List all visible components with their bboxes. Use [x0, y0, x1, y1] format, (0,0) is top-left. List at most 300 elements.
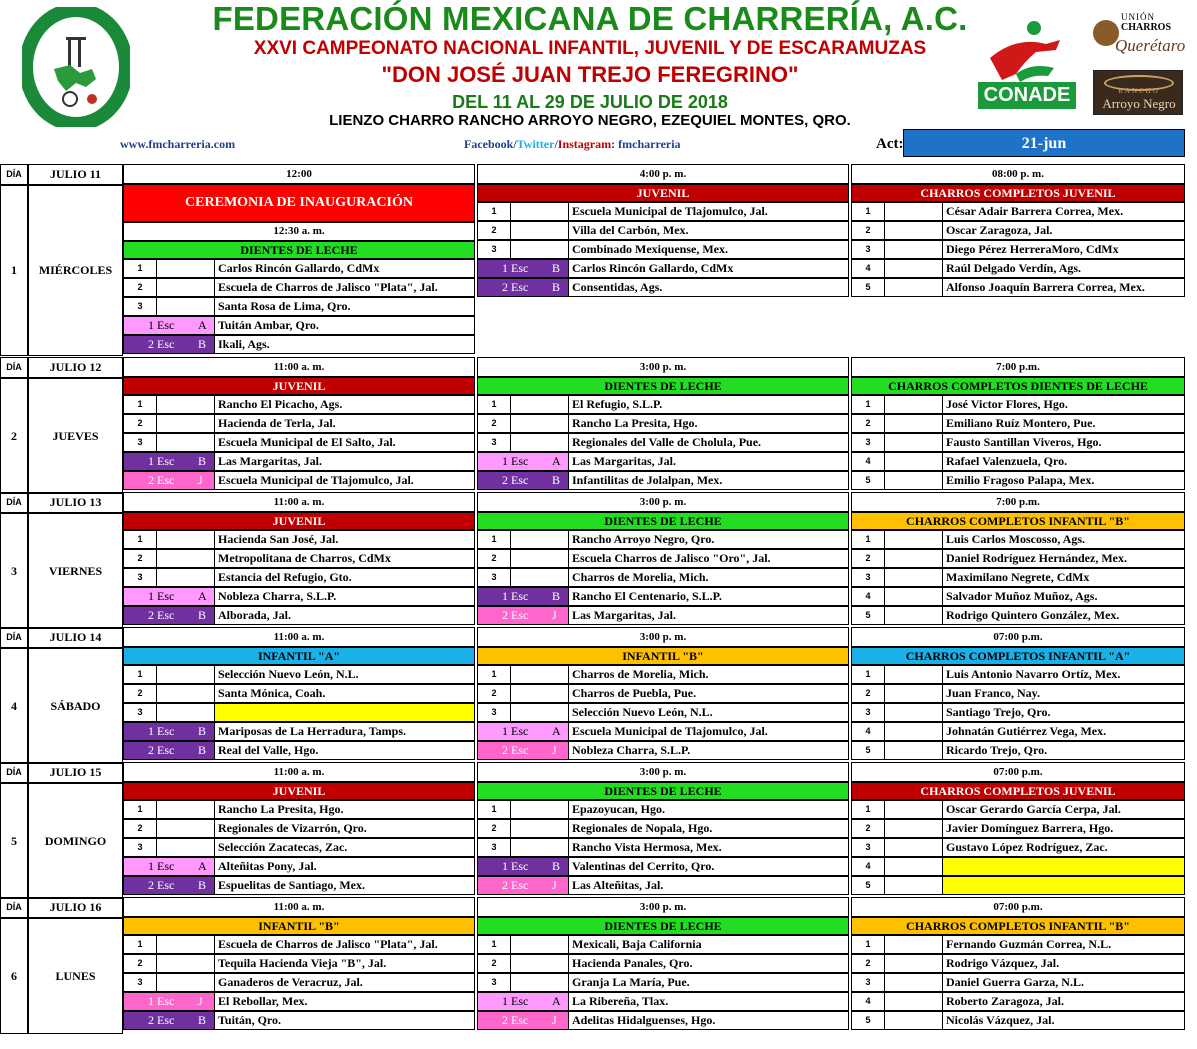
dia-label: DÍA: [0, 357, 28, 378]
union-text: UNIÓN: [1121, 12, 1155, 22]
team-name: Tequila Hacienda Vieja "B", Jal.: [215, 954, 475, 973]
team-number: 3: [123, 297, 157, 316]
session-time: 12:00: [123, 164, 475, 184]
team-number: 2: [123, 414, 157, 433]
team-blank: [157, 954, 215, 973]
escaramuza-row: [123, 316, 475, 335]
team-name: Johnatán Gutiérrez Vega, Mex.: [943, 722, 1185, 741]
team-blank: [885, 568, 943, 587]
team-name: Oscar Gerardo García Cerpa, Jal.: [943, 800, 1185, 819]
team-name: César Adair Barrera Correa, Mex.: [943, 202, 1185, 221]
championship-subtitle: XXVI CAMPEONATO NACIONAL INFANTIL, JUVENIL Y DE ESCARAMUZAS: [253, 38, 927, 59]
dia-label: DÍA: [0, 627, 28, 648]
team-blank: [885, 202, 943, 221]
team-row: [123, 297, 475, 316]
escaramuza-slot: [477, 1011, 569, 1030]
escaramuza-label: 2 Esc: [148, 337, 175, 351]
team-row: [123, 684, 475, 703]
team-name: Selección Nuevo León, N.L.: [569, 703, 849, 722]
team-name: [943, 876, 1185, 895]
team-row: [851, 954, 1185, 973]
escaramuza-label: 1 Esc: [502, 859, 529, 873]
team-row: [123, 395, 475, 414]
escaramuza-group: J: [198, 473, 203, 487]
team-blank: [157, 278, 215, 297]
team-row: [123, 703, 475, 722]
team-blank: [511, 568, 569, 587]
team-blank: [885, 452, 943, 471]
team-blank: [157, 297, 215, 316]
day-weekday: LUNES: [28, 918, 123, 1034]
session-time: 07:00 p.m.: [851, 897, 1185, 917]
team-number: 1: [123, 395, 157, 414]
team-number: 3: [477, 240, 511, 259]
team-row: [477, 530, 849, 549]
escaramuza-row: [123, 335, 475, 354]
team-blank: [885, 722, 943, 741]
escaramuza-name: Alteñitas Pony, Jal.: [215, 857, 475, 876]
team-number: 1: [123, 935, 157, 954]
session-time: 07:00 p.m.: [851, 627, 1185, 647]
team-name: José Victor Flores, Hgo.: [943, 395, 1185, 414]
team-name: Rodrigo Vázquez, Jal.: [943, 954, 1185, 973]
team-blank: [157, 935, 215, 954]
escaramuza-label: 2 Esc: [148, 608, 175, 622]
escaramuza-row: [477, 587, 849, 606]
escaramuza-group: A: [198, 589, 207, 603]
escaramuza-name: Nobleza Charra, S.L.P.: [569, 741, 849, 760]
team-name: Escuela de Charros de Jalisco "Plata", Jal.: [215, 278, 475, 297]
inauguration-ceremony: CEREMONIA DE INAUGURACIÓN: [123, 184, 475, 222]
team-blank: [157, 568, 215, 587]
team-row: [851, 278, 1185, 297]
escaramuza-slot: [123, 992, 215, 1011]
team-number: 3: [477, 838, 511, 857]
escaramuza-label: 1 Esc: [148, 724, 175, 738]
escaramuza-name: Valentinas del Cerrito, Qro.: [569, 857, 849, 876]
team-number: 3: [477, 433, 511, 452]
day-weekday: DOMINGO: [28, 783, 123, 899]
team-number: 4: [851, 857, 885, 876]
team-blank: [885, 433, 943, 452]
team-name: [943, 857, 1185, 876]
team-blank: [511, 549, 569, 568]
team-number: 3: [123, 973, 157, 992]
category-header: INFANTIL "A": [123, 647, 475, 665]
escaramuza-label: 2 Esc: [502, 608, 529, 622]
day-date: JULIO 12: [28, 357, 123, 378]
escaramuza-name: Las Alteñitas, Jal.: [569, 876, 849, 895]
escaramuza-label: 1 Esc: [502, 724, 529, 738]
session-time: 12:30 a. m.: [123, 222, 475, 241]
escaramuza-name: Consentidas, Ags.: [569, 278, 849, 297]
team-number: 1: [123, 530, 157, 549]
team-name: Luis Antonio Navarro Ortíz, Mex.: [943, 665, 1185, 684]
team-number: 1: [123, 259, 157, 278]
team-name: Charros de Morelia, Mich.: [569, 665, 849, 684]
team-name: Rancho Arroyo Negro, Qro.: [569, 530, 849, 549]
team-blank: [157, 665, 215, 684]
dia-label: DÍA: [0, 762, 28, 783]
team-number: 5: [851, 278, 885, 297]
escaramuza-label: 2 Esc: [502, 280, 529, 294]
escaramuza-label: 1 Esc: [148, 859, 175, 873]
team-blank: [157, 819, 215, 838]
team-name: Hacienda San José, Jal.: [215, 530, 475, 549]
escaramuza-label: 2 Esc: [502, 743, 529, 757]
escaramuza-slot: [123, 471, 215, 490]
facebook-link[interactable]: Facebook: [464, 137, 514, 151]
team-blank: [511, 684, 569, 703]
team-name: Escuela de Charros de Jalisco "Plata", Jal.: [215, 935, 475, 954]
team-row: [477, 568, 849, 587]
team-number: 1: [123, 665, 157, 684]
category-header: DIENTES DE LECHE: [477, 917, 849, 935]
twitter-link[interactable]: Twitter: [516, 137, 555, 151]
team-row: [851, 549, 1185, 568]
escaramuza-name: Tuitán Ambar, Qro.: [215, 316, 475, 335]
escaramuza-label: 1 Esc: [148, 589, 175, 603]
escaramuza-slot: [123, 722, 215, 741]
team-blank: [885, 549, 943, 568]
escaramuza-row: [477, 278, 849, 297]
team-blank: [157, 433, 215, 452]
team-blank: [511, 221, 569, 240]
dia-label: DÍA: [0, 164, 28, 185]
escaramuza-group: B: [198, 337, 207, 351]
social-links[interactable]: [464, 137, 681, 152]
team-blank: [511, 954, 569, 973]
team-number: 2: [123, 549, 157, 568]
team-number: 1: [123, 800, 157, 819]
escaramuza-label: 2 Esc: [502, 473, 529, 487]
day-weekday: VIERNES: [28, 513, 123, 629]
escaramuza-group: B: [552, 859, 561, 873]
day-number: 5: [0, 783, 28, 899]
category-header: CHARROS COMPLETOS INFANTIL "B": [851, 917, 1185, 935]
team-blank: [885, 935, 943, 954]
escaramuza-name: Adelitas Hidalguenses, Hgo.: [569, 1011, 849, 1030]
escaramuza-group: A: [552, 724, 561, 738]
team-number: 1: [851, 395, 885, 414]
escaramuza-slot: [123, 1011, 215, 1030]
team-blank: [885, 800, 943, 819]
category-header: DIENTES DE LECHE: [477, 512, 849, 530]
escaramuza-group: J: [198, 994, 203, 1008]
team-row: [477, 703, 849, 722]
team-name: Estancia del Refugio, Gto.: [215, 568, 475, 587]
team-row: [123, 819, 475, 838]
escaramuza-label: 2 Esc: [148, 878, 175, 892]
team-number: 1: [477, 530, 511, 549]
team-number: 3: [851, 838, 885, 857]
day-number: 6: [0, 918, 28, 1034]
team-blank: [885, 703, 943, 722]
escaramuza-row: [123, 606, 475, 625]
team-row: [851, 433, 1185, 452]
escaramuza-group: A: [552, 454, 561, 468]
team-row: [851, 530, 1185, 549]
website-link[interactable]: www.fmcharreria.com: [120, 137, 236, 151]
team-row: [123, 259, 475, 278]
team-number: 3: [123, 568, 157, 587]
escaramuza-group: B: [552, 589, 561, 603]
escaramuza-slot: [123, 335, 215, 354]
team-name: Ganaderos de Veracruz, Jal.: [215, 973, 475, 992]
team-number: 5: [851, 1011, 885, 1030]
escaramuza-group: J: [552, 743, 557, 757]
team-row: [851, 800, 1185, 819]
session-time: 3:00 p. m.: [477, 762, 849, 782]
team-blank: [885, 221, 943, 240]
day-weekday: MIÉRCOLES: [28, 185, 123, 356]
escaramuza-group: B: [198, 608, 207, 622]
team-name: Mexicali, Baja California: [569, 935, 849, 954]
escaramuza-row: [477, 606, 849, 625]
team-blank: [885, 857, 943, 876]
escaramuza-name: Alborada, Jal.: [215, 606, 475, 625]
day-date: JULIO 16: [28, 897, 123, 918]
rancho-text: RANCHO: [1118, 87, 1160, 95]
team-row: [123, 549, 475, 568]
team-name: Ricardo Trejo, Qro.: [943, 741, 1185, 760]
day-date: JULIO 15: [28, 762, 123, 783]
team-blank: [511, 800, 569, 819]
venue: LIENZO CHARRO RANCHO ARROYO NEGRO, EZEQUIEL MONTES, QRO.: [329, 112, 851, 129]
escaramuza-row: [123, 722, 475, 741]
team-number: 1: [477, 665, 511, 684]
team-name: Regionales del Valle de Cholula, Pue.: [569, 433, 849, 452]
fmc-logo: [22, 7, 130, 127]
instagram-link[interactable]: Instagram: [557, 137, 612, 151]
charros-text: CHARROS: [1121, 22, 1172, 33]
team-blank: [511, 838, 569, 857]
team-row: [851, 395, 1185, 414]
team-blank: [157, 414, 215, 433]
team-name: Rancho La Presita, Hgo.: [569, 414, 849, 433]
team-name: Santiago Trejo, Qro.: [943, 703, 1185, 722]
team-number: 1: [851, 800, 885, 819]
team-row: [851, 202, 1185, 221]
escaramuza-row: [123, 857, 475, 876]
escaramuza-label: 2 Esc: [502, 1013, 529, 1027]
session-time: 11:00 a. m.: [123, 357, 475, 377]
day-date: JULIO 11: [28, 164, 123, 185]
team-row: [851, 703, 1185, 722]
team-blank: [885, 587, 943, 606]
team-name: Roberto Zaragoza, Jal.: [943, 992, 1185, 1011]
session-time: 7:00 p.m.: [851, 357, 1185, 377]
category-header: JUVENIL: [123, 782, 475, 800]
team-number: 2: [477, 684, 511, 703]
team-blank: [885, 414, 943, 433]
session-time: 3:00 p. m.: [477, 357, 849, 377]
team-name: Escuela Municipal de El Salto, Jal.: [215, 433, 475, 452]
team-name: Rancho El Picacho, Ags.: [215, 395, 475, 414]
team-row: [477, 954, 849, 973]
escaramuza-group: B: [552, 261, 561, 275]
category-header: INFANTIL "B": [123, 917, 475, 935]
team-row: [851, 606, 1185, 625]
escaramuza-group: B: [198, 1013, 207, 1027]
session-time: 3:00 p. m.: [477, 492, 849, 512]
day-number: 3: [0, 513, 28, 629]
act-date-box: 21-jun: [903, 129, 1185, 157]
team-number: 2: [851, 549, 885, 568]
team-name: Regionales de Vizarrón, Qro.: [215, 819, 475, 838]
day-weekday: SÁBADO: [28, 648, 123, 764]
escaramuza-slot: [477, 722, 569, 741]
escaramuza-name: Escuela Municipal de Tlajomulco, Jal.: [569, 722, 849, 741]
escaramuza-row: [123, 452, 475, 471]
escaramuza-row: [477, 471, 849, 490]
team-row: [123, 530, 475, 549]
team-blank: [885, 259, 943, 278]
escaramuza-slot: [477, 587, 569, 606]
team-name: Selección Nuevo León, N.L.: [215, 665, 475, 684]
team-blank: [885, 278, 943, 297]
team-row: [123, 665, 475, 684]
escaramuza-slot: [477, 876, 569, 895]
escaramuza-group: B: [198, 454, 207, 468]
team-name: Alfonso Joaquín Barrera Correa, Mex.: [943, 278, 1185, 297]
team-number: 4: [851, 722, 885, 741]
team-blank: [885, 992, 943, 1011]
team-blank: [885, 395, 943, 414]
team-row: [851, 240, 1185, 259]
escaramuza-slot: [123, 587, 215, 606]
escaramuza-name: Infantilitas de Jolalpan, Mex.: [569, 471, 849, 490]
session-time: 11:00 a. m.: [123, 627, 475, 647]
escaramuza-group: B: [552, 280, 561, 294]
team-number: 3: [851, 973, 885, 992]
escaramuza-slot: [477, 259, 569, 278]
escaramuza-row: [477, 1011, 849, 1030]
team-row: [123, 954, 475, 973]
day-weekday: JUEVES: [28, 378, 123, 494]
team-name: Epazoyucan, Hgo.: [569, 800, 849, 819]
team-row: [477, 395, 849, 414]
dia-label: DÍA: [0, 492, 28, 513]
team-blank: [885, 1011, 943, 1030]
team-row: [477, 433, 849, 452]
team-blank: [885, 665, 943, 684]
federation-title: FEDERACIÓN MEXICANA DE CHARRERÍA, A.C.: [212, 0, 968, 37]
team-blank: [885, 240, 943, 259]
escaramuza-slot: [123, 606, 215, 625]
escaramuza-name: El Rebollar, Mex.: [215, 992, 475, 1011]
team-name: Diego Pérez HerreraMoro, CdMx: [943, 240, 1185, 259]
escaramuza-row: [477, 876, 849, 895]
team-blank: [885, 973, 943, 992]
conade-logo: [976, 18, 1078, 110]
team-row: [851, 665, 1185, 684]
team-blank: [511, 665, 569, 684]
team-blank: [885, 471, 943, 490]
team-number: 4: [851, 452, 885, 471]
team-number: 1: [851, 202, 885, 221]
team-row: [851, 259, 1185, 278]
team-number: 4: [851, 259, 885, 278]
team-name: Nicolás Vázquez, Jal.: [943, 1011, 1185, 1030]
session-time: 08:00 p. m.: [851, 164, 1185, 184]
team-number: 2: [851, 684, 885, 703]
escaramuza-group: J: [552, 608, 557, 622]
team-name: Fernando Guzmán Correa, N.L.: [943, 935, 1185, 954]
escaramuza-row: [123, 471, 475, 490]
escaramuza-label: 2 Esc: [148, 743, 175, 757]
team-row: [123, 800, 475, 819]
team-blank: [511, 202, 569, 221]
escaramuza-slot: [477, 857, 569, 876]
team-row: [851, 1011, 1185, 1030]
category-header: DIENTES DE LECHE: [477, 782, 849, 800]
escaramuza-name: Carlos Rincón Gallardo, CdMx: [569, 259, 849, 278]
team-row: [851, 992, 1185, 1011]
team-blank: [885, 530, 943, 549]
team-blank: [157, 530, 215, 549]
escaramuza-row: [123, 992, 475, 1011]
team-row: [123, 568, 475, 587]
team-name: Santa Rosa de Lima, Qro.: [215, 297, 475, 316]
team-row: [851, 741, 1185, 760]
team-name: Emiliano Ruíz Montero, Pue.: [943, 414, 1185, 433]
escaramuza-slot: [123, 741, 215, 760]
team-row: [851, 973, 1185, 992]
session-time: 11:00 a. m.: [123, 897, 475, 917]
team-number: 5: [851, 876, 885, 895]
team-blank: [885, 876, 943, 895]
escaramuza-group: A: [552, 994, 561, 1008]
team-number: 1: [477, 935, 511, 954]
team-name: Selección Zacatecas, Zac.: [215, 838, 475, 857]
escaramuza-name: Rancho El Centenario, S.L.P.: [569, 587, 849, 606]
team-row: [477, 935, 849, 954]
escaramuza-slot: [477, 741, 569, 760]
team-row: [477, 684, 849, 703]
team-row: [477, 240, 849, 259]
escaramuza-slot: [477, 992, 569, 1011]
team-row: [477, 202, 849, 221]
team-number: 4: [851, 992, 885, 1011]
team-number: 2: [851, 221, 885, 240]
team-number: 3: [477, 973, 511, 992]
session-time: 3:00 p. m.: [477, 627, 849, 647]
team-name: Carlos Rincón Gallardo, CdMx: [215, 259, 475, 278]
team-name: Daniel Rodríguez Hernández, Mex.: [943, 549, 1185, 568]
team-name: Rafael Valenzuela, Qro.: [943, 452, 1185, 471]
team-row: [477, 665, 849, 684]
escaramuza-group: B: [198, 743, 207, 757]
session-time: 4:00 p. m.: [477, 164, 849, 184]
team-number: 1: [477, 202, 511, 221]
team-row: [851, 221, 1185, 240]
escaramuza-row: [477, 741, 849, 760]
team-number: 1: [851, 935, 885, 954]
team-name: Hacienda Panales, Qro.: [569, 954, 849, 973]
team-name: Javier Domínguez Barrera, Hgo.: [943, 819, 1185, 838]
day-number: 2: [0, 378, 28, 494]
escaramuza-slot: [123, 316, 215, 335]
team-row: [851, 568, 1185, 587]
team-name: Emilio Fragoso Palapa, Mex.: [943, 471, 1185, 490]
team-row: [477, 838, 849, 857]
session-time: 11:00 a. m.: [123, 492, 475, 512]
escaramuza-name: Tuitán, Qro.: [215, 1011, 475, 1030]
team-blank: [511, 433, 569, 452]
escaramuza-row: [477, 992, 849, 1011]
team-blank: [511, 703, 569, 722]
